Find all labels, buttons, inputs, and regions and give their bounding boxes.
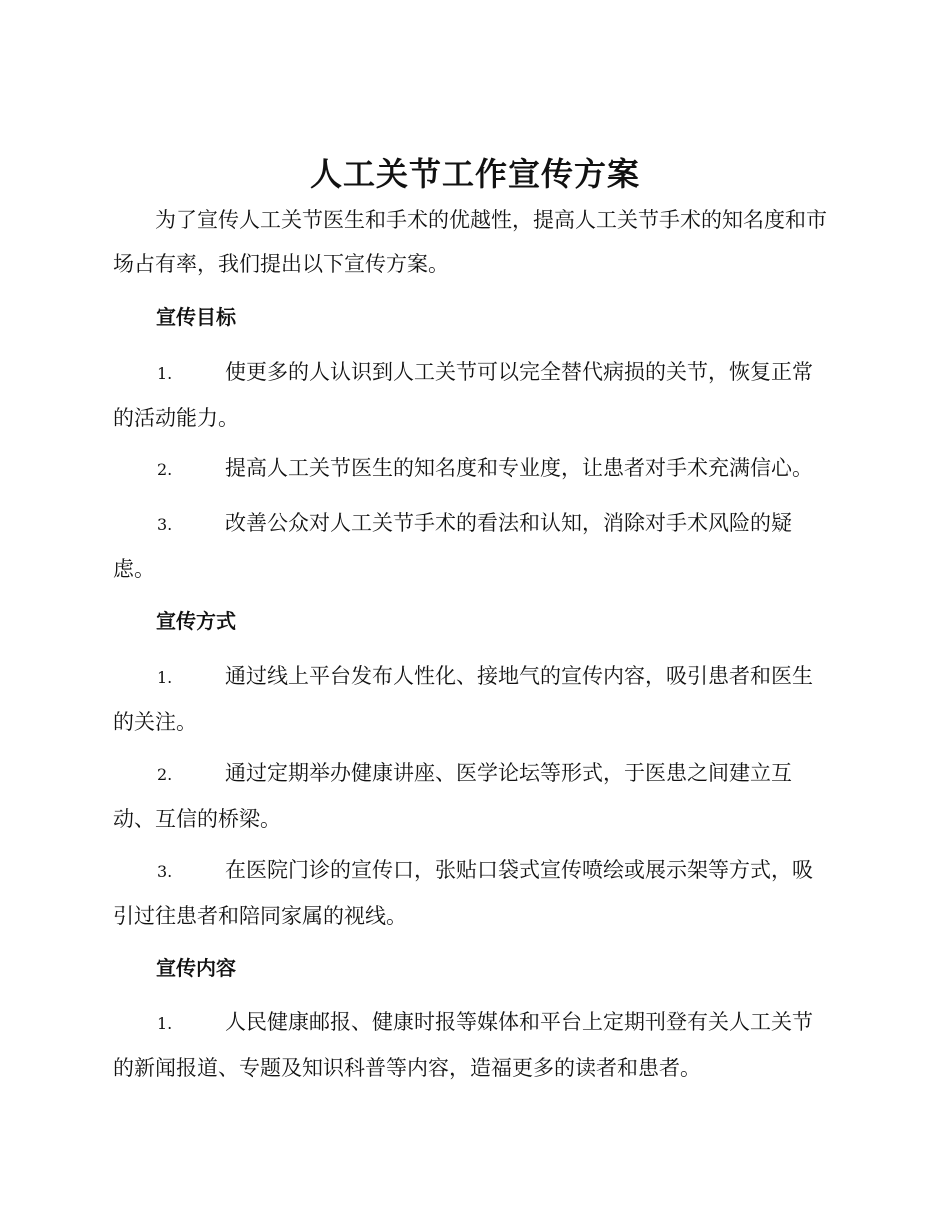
list-item-number: 1. (157, 364, 173, 383)
list-item-number: 2. (157, 765, 173, 784)
list-item (113, 350, 833, 440)
list-item (113, 1000, 833, 1090)
list-item-number: 1. (157, 1014, 173, 1033)
list-item (113, 751, 833, 841)
intro-paragraph: 为了宣传人工关节医生和手术的优越性，提高人工关节手术的知名度和市场占有率，我们提出以下宣传方案。 (113, 208, 827, 276)
list-item-number: 3. (157, 862, 173, 881)
list-item (113, 501, 833, 591)
list-item-text: 在医院门诊的宣传口，张贴口袋式宣传喷绘或展示架等方式，吸引过往患者和陪同家属的视线。 (113, 858, 813, 928)
list-item (113, 654, 833, 744)
list-item-number: 2. (157, 460, 173, 479)
list-item-text: 使更多的人认识到人工关节可以完全替代病损的关节，恢复正常的活动能力。 (113, 360, 813, 430)
list-item-number: 3. (157, 515, 173, 534)
list-item (113, 848, 833, 938)
list-item-text: 通过线上平台发布人性化、接地气的宣传内容，吸引患者和医生的关注。 (113, 664, 813, 734)
section-heading-methods: 宣传方式 (156, 609, 236, 633)
list-item-text: 通过定期举办健康讲座、医学论坛等形式，于医患之间建立互动、互信的桥梁。 (113, 761, 792, 831)
section-heading-content: 宣传内容 (156, 956, 236, 980)
list-item-number: 1. (157, 668, 173, 687)
section-heading-goals: 宣传目标 (156, 305, 236, 329)
document-title: 人工关节工作宣传方案 (309, 155, 640, 193)
list-item-text: 提高人工关节医生的知名度和专业度，让患者对手术充满信心。 (225, 456, 813, 480)
list-item (113, 446, 833, 492)
list-item-text: 人民健康邮报、健康时报等媒体和平台上定期刊登有关人工关节的新闻报道、专题及知识科普等内容，造福更多的读者和患者。 (113, 1010, 813, 1080)
list-item-text: 改善公众对人工关节手术的看法和认知，消除对手术风险的疑虑。 (113, 511, 792, 581)
